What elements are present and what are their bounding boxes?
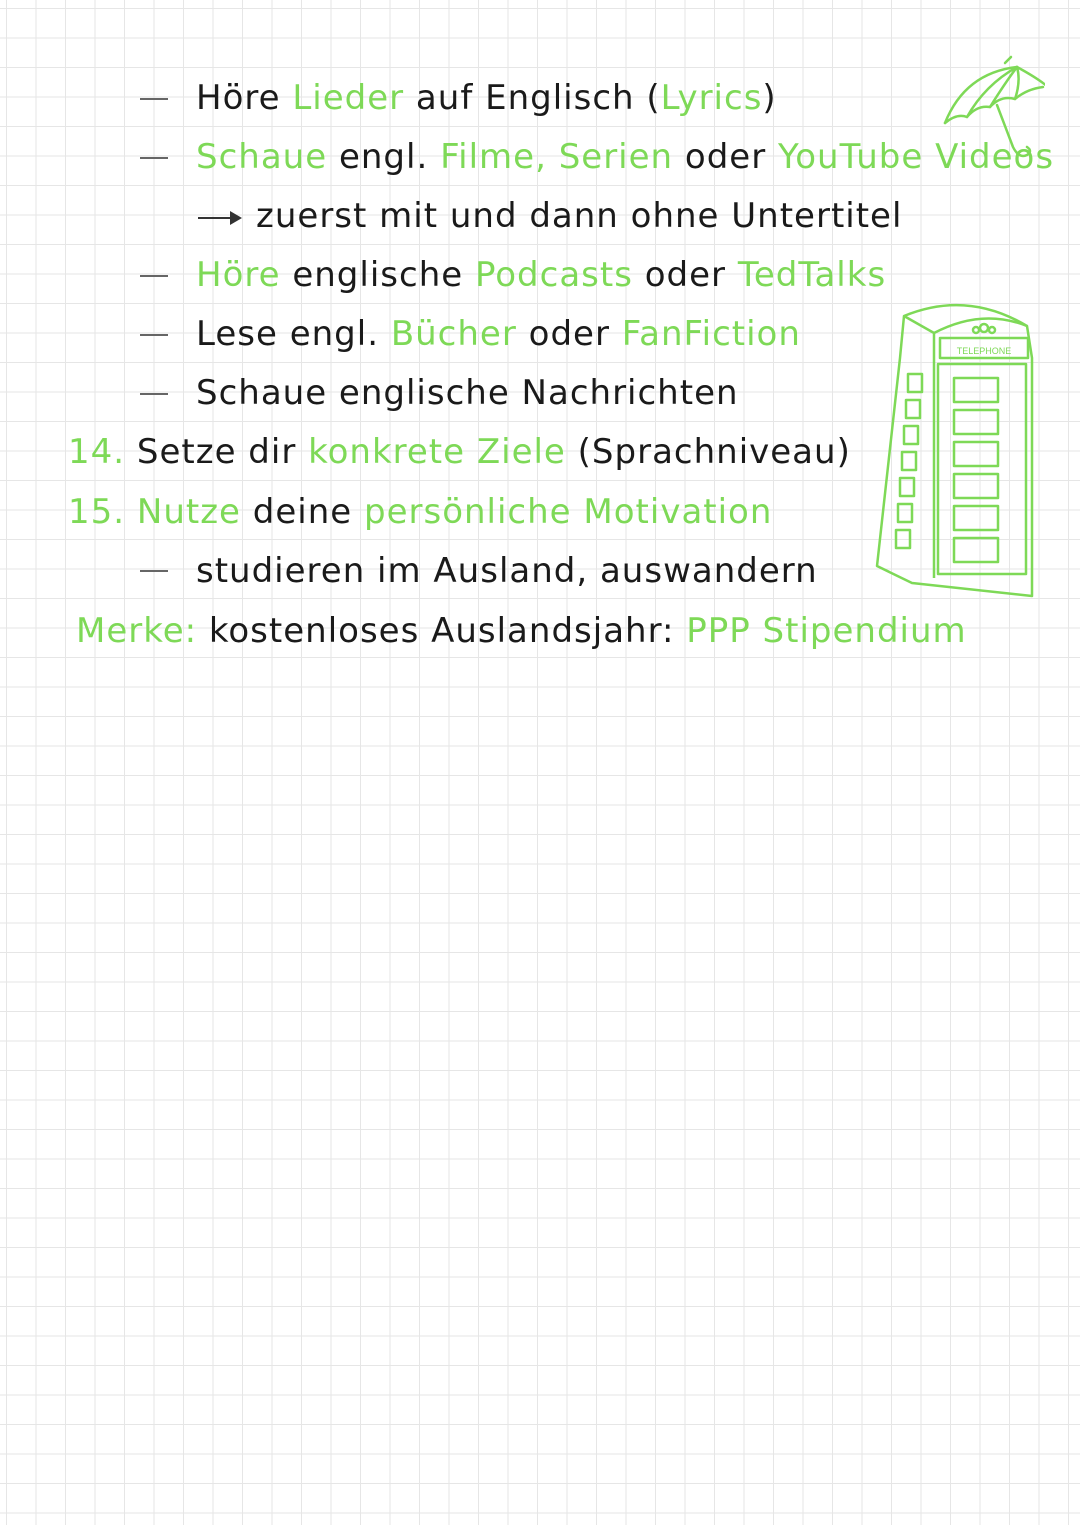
sub-line-subtitles	[198, 194, 902, 238]
umbrella-icon	[935, 55, 1045, 170]
bullet-dash	[140, 157, 168, 159]
bullet-dash	[140, 98, 168, 100]
numbered-item-15	[68, 490, 772, 534]
text: Schaue englische Nachrichten	[196, 373, 739, 413]
text: Setze dir	[125, 432, 309, 472]
note-line-merke	[76, 609, 967, 653]
sub-line-abroad	[196, 549, 818, 593]
highlight: Filme, Serien	[440, 137, 674, 177]
arrow-right-icon	[198, 208, 242, 228]
text: kostenloses Auslandsjahr:	[197, 611, 687, 651]
tip-line-films	[196, 135, 1054, 179]
text: oder	[673, 137, 778, 177]
text: Höre	[196, 78, 293, 118]
text: zuerst mit und dann ohne Untertitel	[256, 196, 903, 236]
bullet-dash	[140, 393, 168, 395]
bullet-dash	[140, 275, 168, 277]
item-number: 15.	[68, 492, 126, 532]
highlight: FanFiction	[621, 314, 801, 354]
highlight: Höre	[196, 255, 281, 295]
numbered-item-14	[68, 430, 851, 474]
text: (Sprachniveau)	[565, 432, 851, 472]
tip-line-podcasts	[196, 253, 886, 297]
highlight: YouTube Videos	[778, 137, 1055, 177]
text: oder	[516, 314, 622, 354]
bullet-dash	[140, 570, 168, 572]
text: auf Englisch	[404, 78, 647, 118]
telephone-booth-icon	[872, 298, 1037, 603]
text: studieren im Ausland, auswandern	[196, 551, 818, 591]
highlight: Lieder	[292, 78, 405, 118]
highlight: Podcasts	[474, 255, 633, 295]
highlight: konkrete Ziele	[308, 432, 566, 472]
highlight: Nutze	[125, 492, 241, 532]
note-label: Merke:	[76, 611, 198, 651]
text: (	[646, 78, 661, 118]
tip-line-books	[196, 312, 801, 356]
text: Lese engl.	[196, 314, 391, 354]
booth-sign-text: TELEPHONE	[956, 346, 1012, 356]
tip-line-news	[196, 371, 739, 415]
highlight: Lyrics	[660, 78, 763, 118]
highlight: PPP Stipendium	[686, 611, 967, 651]
highlight: TedTalks	[737, 255, 887, 295]
item-number: 14.	[68, 432, 126, 472]
tip-line-lyrics	[196, 76, 777, 120]
text: deine	[240, 492, 364, 532]
text: englische	[280, 255, 475, 295]
highlight: persönliche Motivation	[364, 492, 773, 532]
text: )	[762, 78, 777, 118]
highlight: Schaue	[196, 137, 328, 177]
highlight: Bücher	[390, 314, 517, 354]
text: oder	[632, 255, 738, 295]
text: engl.	[327, 137, 441, 177]
bullet-dash	[140, 334, 168, 336]
